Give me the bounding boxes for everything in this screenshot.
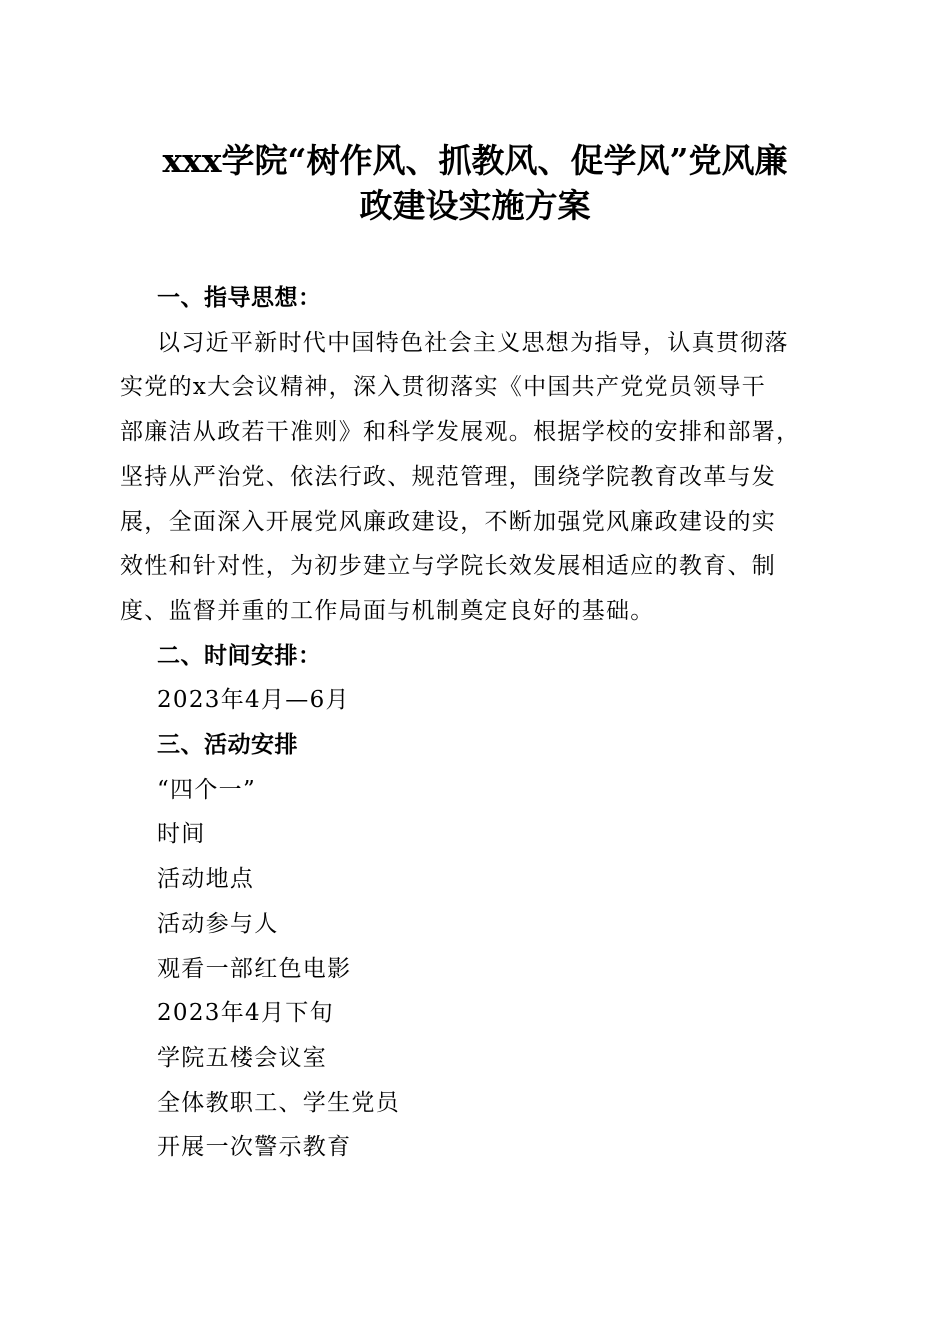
paragraph-line: 展，全面深入开展党风廉政建设，不断加强党风廉政建设的实 — [120, 508, 777, 535]
paragraph-line: 效性和针对性，为初步建立与学院长效发展相适应的教育、制 — [120, 553, 777, 580]
activity-item: “四个一” — [157, 776, 257, 803]
paragraph-line: 坚持从严治党、依法行政、规范管理，围绕学院教育改革与发 — [120, 463, 777, 490]
paragraph-line: 部廉洁从政若干准则》和科学发展观。根据学校的安排和部署， — [120, 419, 801, 446]
activity-item: 活动地点 — [157, 866, 255, 893]
activity-item: 观看一部红色电影 — [157, 955, 352, 982]
activity-item: 全体教职工、学生党员 — [157, 1089, 400, 1116]
section-heading: 一、指导思想： — [157, 285, 322, 311]
activity-item: 时间 — [157, 821, 206, 848]
activity-item: 学院五楼会议室 — [157, 1044, 328, 1071]
section-heading: 三、活动安排 — [157, 732, 298, 758]
document-title — [0, 138, 950, 228]
title-line-1: xxx学院“树作风、抓教风、促学风”党风廉 — [162, 141, 788, 180]
time-range-text: 2023年4月—6月 — [157, 687, 350, 714]
activity-item: 开展一次警示教育 — [157, 1134, 352, 1161]
paragraph-line: 以习近平新时代中国特色社会主义思想为指导，认真贯彻落 — [157, 329, 789, 356]
title-line-2: 政建设实施方案 — [359, 186, 591, 225]
paragraph-line: 度、监督并重的工作局面与机制奠定良好的基础。 — [120, 597, 655, 624]
activity-item: 2023年4月下旬 — [157, 1000, 334, 1027]
paragraph-line: 实党的x大会议精神，深入贯彻落实《中国共产党党员领导干 — [120, 374, 767, 401]
section-heading: 二、时间安排： — [157, 642, 322, 669]
activity-item: 活动参与人 — [157, 910, 279, 937]
